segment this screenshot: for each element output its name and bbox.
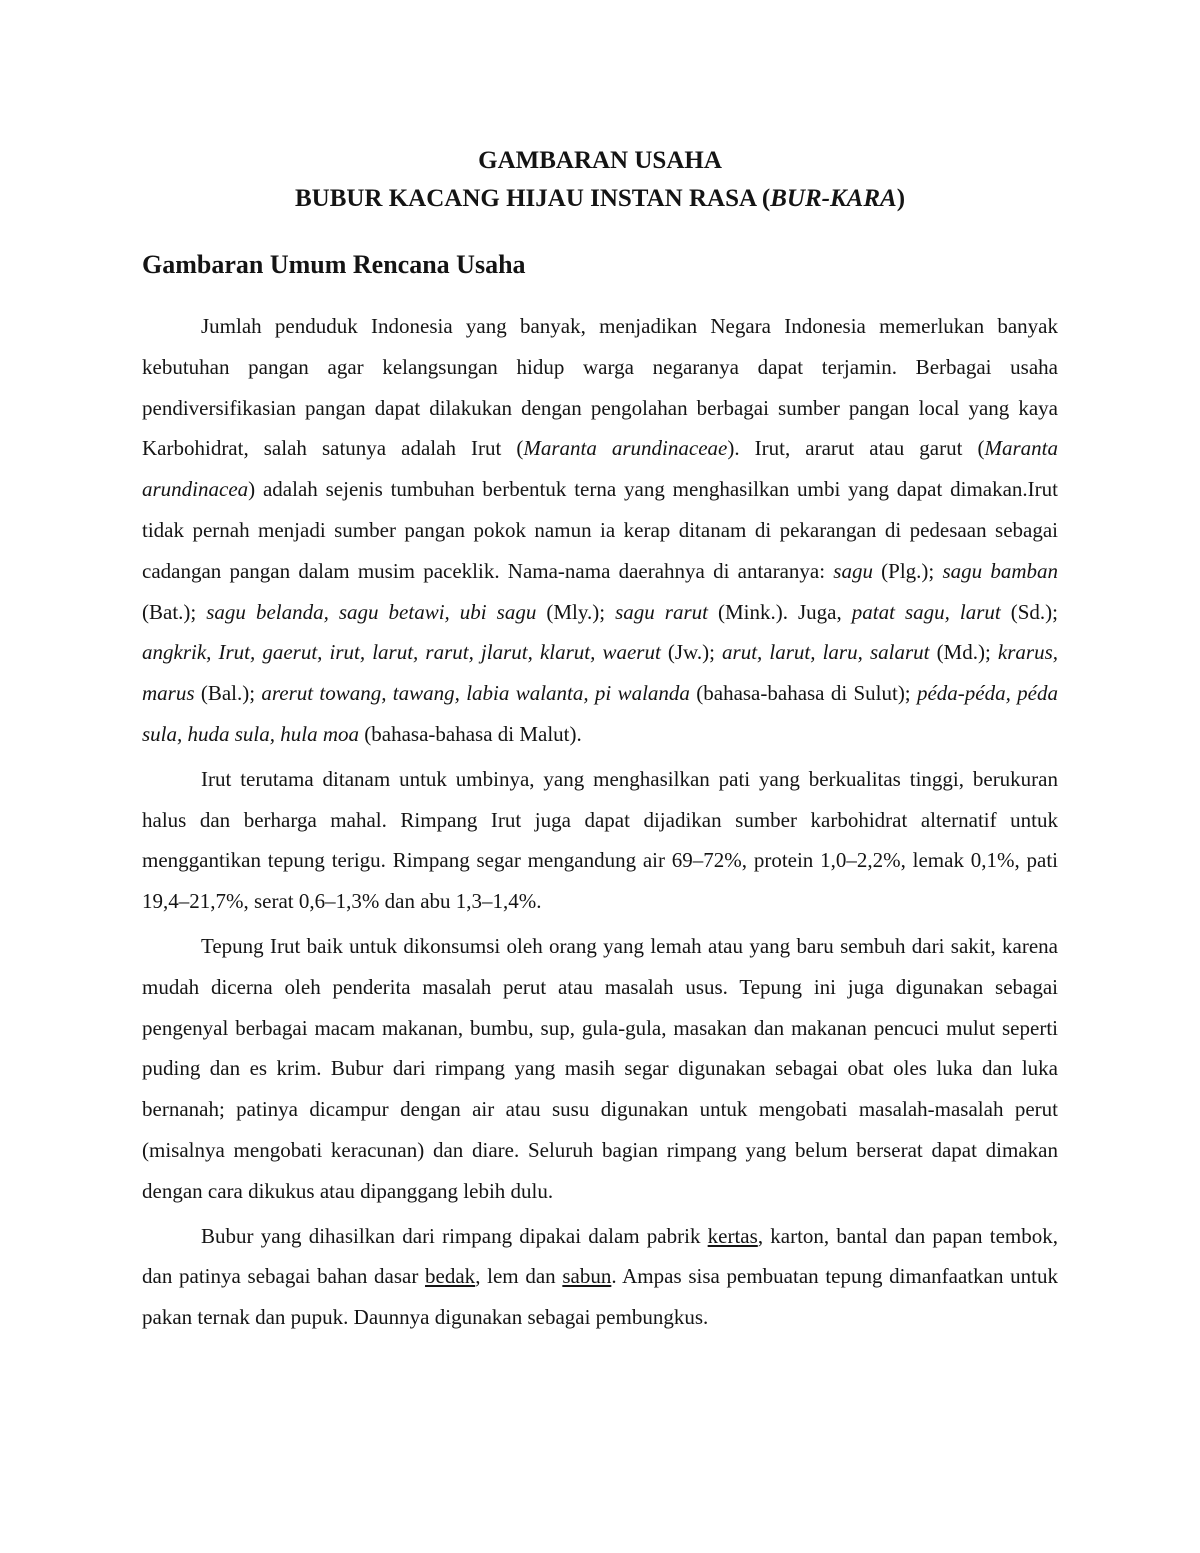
- title-line-2-suffix: ): [896, 185, 906, 212]
- paragraph-text: , lem dan: [475, 1264, 563, 1289]
- paragraph-text: (Plg.);: [872, 558, 943, 583]
- section-heading: Gambaran Umum Rencana Usaha: [142, 250, 526, 279]
- paragraph-text: (Mink.). Juga,: [707, 599, 852, 624]
- paragraph-text: Jumlah penduduk Indonesia yang banyak, menjadikan Negara Indonesia memerlukan banyak kebutuhan pangan agar kelangsungan hidup warga negaranya dapat terjamin. Berbagai usaha pendiversifikasian pangan dapat dilakukan dengan pengolahan berbagai sumber pangan local yang kaya Karbohidrat, salah satunya adalah Irut (: [142, 314, 1058, 461]
- paragraph-text: (Jw.);: [660, 640, 723, 665]
- underlined-link-text: bedak: [425, 1264, 476, 1289]
- title-line-2-prefix: BUBUR KACANG HIJAU INSTAN RASA (: [294, 185, 771, 212]
- italic-term: krarus, marus: [142, 640, 1059, 706]
- italic-term: Maranta arundinaceae: [523, 436, 728, 461]
- body-paragraph: [142, 926, 1058, 1212]
- italic-term: sagu: [833, 558, 873, 583]
- italic-term: sagu belanda, sagu betawi, ubi sagu: [206, 599, 537, 624]
- italic-term: angkrik, Irut, gaerut, irut, larut, rarut, jlarut, klarut, waerut: [142, 640, 661, 665]
- italic-term: Maranta arundinacea: [142, 436, 1058, 502]
- paragraph-text: (bahasa-bahasa di Malut).: [359, 721, 582, 746]
- paragraph-text: Irut terutama ditanam untuk umbinya, yang menghasilkan pati yang berkualitas tinggi, berukuran halus dan berharga mahal. Rimpang Irut juga dapat dijadikan sumber karbohidrat alternatif untuk menggantikan tepung terigu. Rimpang segar mengandung air 69–72%, protein 1,0–2,2%, lemak 0,1%, pati 19,4–21,7%, serat 0,6–1,3% dan abu 1,3–1,4%.: [142, 766, 1058, 914]
- title-line-2-italic: BUR-KARA: [770, 185, 897, 212]
- italic-term: arut, larut, laru, salarut: [722, 640, 930, 665]
- paragraph-text: (bahasa-bahasa di Sulut);: [689, 681, 917, 706]
- body-paragraph: [142, 1216, 1058, 1338]
- paragraph-text: ) adalah sejenis tumbuhan berbentuk terna yang menghasilkan umbi yang dapat dimakan.Irut tidak pernah menjadi sumber pangan pokok namun ia kerap ditanam di pekarangan di pedesaan sebagai cadangan pangan dalam musim paceklik. Nama-nama daerahnya di antaranya:: [142, 477, 1058, 583]
- italic-term: patat sagu, larut: [851, 599, 1001, 624]
- underlined-link-text: sabun: [562, 1264, 612, 1289]
- paragraph-text: (Sd.);: [1000, 599, 1058, 624]
- paragraph-text: , karton, bantal dan papan tembok, dan patinya sebagai bahan dasar: [142, 1223, 1058, 1289]
- italic-term: arerut towang, tawang, labia walanta, pi walanda: [261, 681, 690, 706]
- italic-term: péda-péda, péda sula, huda sula, hula moa: [142, 681, 1058, 746]
- italic-term: sagu rarut: [615, 599, 708, 624]
- underlined-link-text: kertas: [707, 1223, 758, 1248]
- paragraph-text: Tepung Irut baik untuk dikonsumsi oleh orang yang lemah atau yang baru sembuh dari sakit, karena mudah dicerna oleh penderita masalah perut atau masalah usus. Tepung ini juga digunakan sebagai pengenyal berbagai macam makanan, bumbu, sup, gula-gula, masakan dan makanan pencuci mulut seperti puding dan es krim. Bubur dari rimpang yang masih segar digunakan sebagai obat oles luka dan luka bernanah; patinya dicampur dengan air atau susu digunakan untuk mengobati masalah-masalah perut (misalnya mengobati keracunan) dan diare. Seluruh bagian rimpang yang belum berserat dapat dimakan dengan cara dikukus atau dipanggang lebih dulu.: [142, 933, 1058, 1203]
- paragraph-text: (Md.);: [929, 640, 998, 665]
- body-paragraph: [142, 306, 1058, 755]
- paragraph-text: ). Irut, ararut atau garut (: [727, 436, 985, 461]
- body-text: [142, 306, 1058, 1338]
- title-line-2: [140, 180, 1060, 218]
- italic-term: sagu bamban: [942, 558, 1058, 583]
- paragraph-text: Bubur yang dihasilkan dari rimpang dipakai dalam pabrik: [201, 1223, 708, 1248]
- paragraph-text: (Bat.);: [142, 599, 207, 624]
- title-line-1: GAMBARAN USAHA: [478, 147, 722, 174]
- paragraph-text: (Mly.);: [536, 599, 616, 624]
- document-title: [140, 142, 1060, 218]
- body-paragraph: [142, 759, 1058, 922]
- paragraph-text: . Ampas sisa pembuatan tepung dimanfaatkan untuk pakan ternak dan pupuk. Daunnya digunakan sebagai pembungkus.: [142, 1264, 1058, 1330]
- paragraph-text: (Bal.);: [194, 681, 262, 706]
